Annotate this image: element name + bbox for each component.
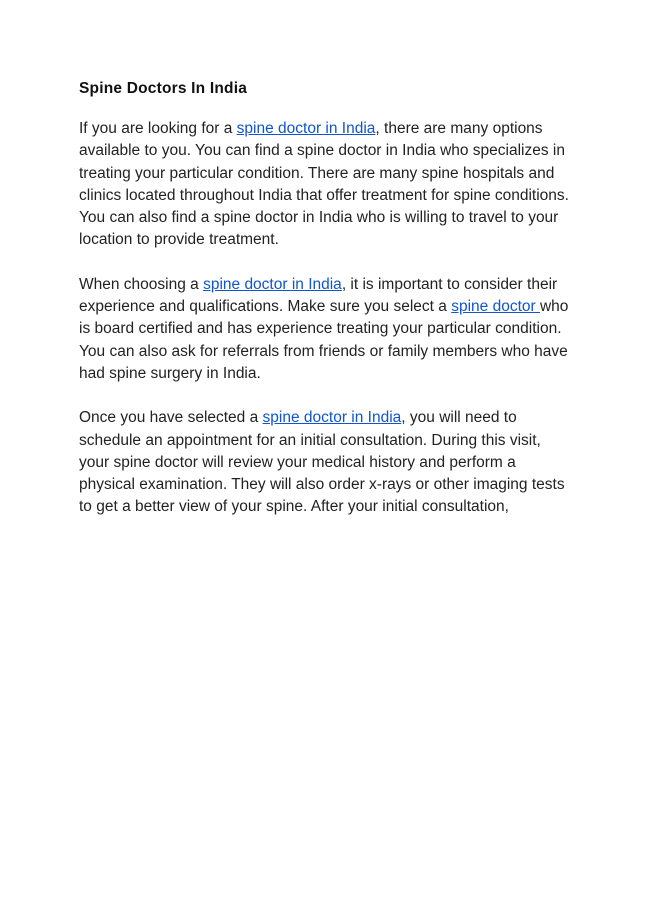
- paragraph-1: [79, 118, 573, 252]
- spine-doctor-in-india-link[interactable]: spine doctor in India: [236, 120, 376, 137]
- document-body: [79, 79, 573, 541]
- paragraph-text: who is board certified and has experience treating your particular condition. You can also ask for referrals from friends or family members who have had spine surgery in India.: [79, 298, 569, 382]
- document-title: Spine Doctors In India: [79, 80, 248, 97]
- paragraph-3: [79, 407, 573, 518]
- paragraph-2: [79, 274, 573, 385]
- paragraph-text: When choosing a: [79, 275, 204, 293]
- paragraph-text: , you will need to schedule an appointment for an initial consultation. During this visit, your spine doctor will review your medical history and perform a physical examination. They will also order x-rays or other imaging tests to get a better view of your spine. After your initial consultation,: [79, 409, 565, 516]
- spine-doctor-in-india-link[interactable]: spine doctor in India: [203, 275, 342, 293]
- spine-doctor-link[interactable]: spine doctor: [451, 298, 540, 316]
- paragraph-text: Once you have selected a: [79, 409, 263, 427]
- paragraph-text: , it is important to consider their experience and qualifications. Make sure you select a: [79, 275, 558, 316]
- paragraph-text: If you are looking for a: [79, 120, 237, 137]
- spine-doctor-in-india-link[interactable]: spine doctor in India: [262, 409, 402, 427]
- paragraph-text: , there are many options available to you. You can find a spine doctor in India who specializes in treating your particular condition. There are many spine hospitals and clinics located throughout India that offer treatment for spine conditions. You can also find a spine doctor in India who is willing to travel to your location to provide treatment.: [79, 120, 569, 249]
